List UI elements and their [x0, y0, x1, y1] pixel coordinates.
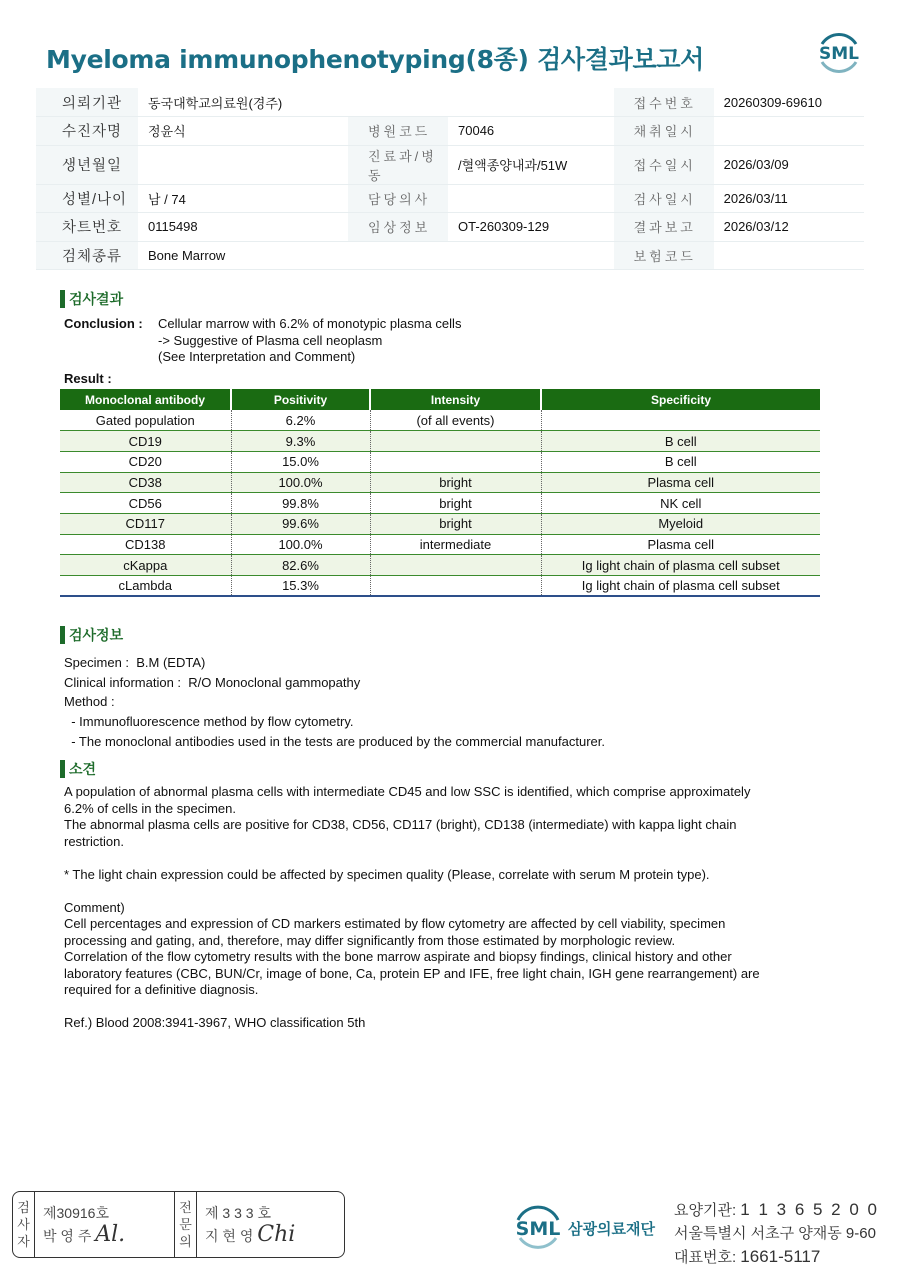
- table-cell: [370, 576, 541, 597]
- info-row: [36, 213, 864, 242]
- report-title: Myeloma immunophenotyping(8종) 검사결과보고서: [46, 45, 705, 74]
- info-label: 결과보고: [614, 213, 714, 242]
- table-cell: (of all events): [370, 410, 541, 431]
- table-cell: 9.3%: [231, 431, 370, 452]
- text-line: [64, 999, 760, 1016]
- info-value: 2026/03/12: [714, 213, 864, 242]
- table-cell: CD20: [60, 451, 231, 472]
- table-cell: Ig light chain of plasma cell subset: [541, 576, 820, 597]
- table-cell: intermediate: [370, 534, 541, 555]
- table-cell: bright: [370, 472, 541, 493]
- info-label: 임상정보: [348, 213, 448, 242]
- info-value: [448, 184, 614, 213]
- table-row: [60, 513, 820, 534]
- info-value: 20260309-69610: [714, 88, 864, 117]
- info-label: 의뢰기관: [36, 88, 138, 117]
- section-heading-test-info: 검사정보: [60, 626, 123, 644]
- signature-box: [12, 1191, 345, 1258]
- conclusion-label: Conclusion :: [64, 316, 143, 331]
- table-cell: Plasma cell: [541, 472, 820, 493]
- column-header: Monoclonal antibody: [60, 389, 231, 410]
- table-row: [60, 451, 820, 472]
- tester-name: 박 영 주: [43, 1228, 92, 1244]
- table-cell: 15.0%: [231, 451, 370, 472]
- table-cell: 15.3%: [231, 576, 370, 597]
- conclusion-line: Cellular marrow with 6.2% of monotypic plasma cells: [158, 316, 462, 331]
- table-row: [60, 431, 820, 452]
- info-label: 접수일시: [614, 145, 714, 184]
- conclusion-line: -> Suggestive of Plasma cell neoplasm: [158, 332, 383, 348]
- text-line: restriction.: [64, 833, 124, 849]
- info-label: 채취일시: [614, 117, 714, 146]
- conclusion-line: (See Interpretation and Comment): [158, 349, 356, 364]
- text-line: Method :: [64, 694, 115, 710]
- info-value: 0115498: [138, 213, 348, 242]
- text-line: * The light chain expression could be affected by specimen quality (Please, correlate with serum M protein type).: [64, 866, 710, 882]
- table-row: [60, 576, 820, 597]
- table-cell: CD138: [60, 534, 231, 555]
- info-value: OT-260309-129: [448, 213, 614, 242]
- info-value: 2026/03/11: [714, 184, 864, 213]
- info-row: [36, 88, 864, 117]
- text-line: The abnormal plasma cells are positive for CD38, CD56, CD117 (bright), CD138 (intermediate) with kappa light chain: [64, 817, 737, 832]
- tester-signature: Al.: [95, 1222, 126, 1247]
- info-label: 병원코드: [348, 117, 448, 146]
- info-label: 검사일시: [614, 184, 714, 213]
- info-label: 검체종류: [36, 241, 138, 270]
- institution-code: 1 1 3 6 5 2 0 0: [740, 1200, 879, 1219]
- table-cell: Myeloid: [541, 513, 820, 534]
- text-line: processing and gating, and, therefore, may differ significantly from those estimated by morphologic review.: [64, 932, 676, 948]
- table-cell: [370, 431, 541, 452]
- footer-info: 요양기관: 1 1 3 6 5 2 0 0 서울특별시 서초구 양재동 9-60 대표번호: 1661-5117: [674, 1200, 879, 1266]
- info-row: [36, 184, 864, 213]
- svg-text:SML: SML: [819, 44, 859, 64]
- info-label: 수진자명: [36, 117, 138, 146]
- info-label: 성별/나이: [36, 184, 138, 213]
- info-value: 70046: [448, 117, 614, 146]
- info-row: [36, 145, 864, 184]
- table-cell: 100.0%: [231, 472, 370, 493]
- info-row: [36, 241, 864, 270]
- table-cell: 82.6%: [231, 555, 370, 576]
- table-cell: cKappa: [60, 555, 231, 576]
- doctor-signature: Chi: [257, 1222, 296, 1247]
- text-line: [64, 850, 760, 867]
- table-row: [60, 493, 820, 514]
- doctor-label: 전문의: [175, 1192, 197, 1257]
- info-value: [138, 145, 348, 184]
- doctor-name: 지 현 영: [205, 1228, 254, 1244]
- test-info-text: [64, 653, 605, 752]
- text-line: Clinical information : R/O Monoclonal gammopathy: [64, 674, 361, 690]
- text-line: required for a definitive diagnosis.: [64, 982, 259, 997]
- doctor-license: 제 3 3 3 호: [205, 1205, 271, 1221]
- svg-text:SML: SML: [515, 1218, 561, 1240]
- info-label: 보험코드: [614, 241, 714, 270]
- org-name: 삼광의료재단: [568, 1220, 655, 1238]
- text-line: - The monoclonal antibodies used in the tests are produced by the commercial manufacturer.: [64, 733, 605, 749]
- table-cell: bright: [370, 513, 541, 534]
- text-line: 6.2% of cells in the specimen.: [64, 800, 236, 816]
- tester-block: [35, 1192, 175, 1257]
- info-row: [36, 117, 864, 146]
- table-row: [60, 410, 820, 431]
- info-value: 2026/03/09: [714, 145, 864, 184]
- info-value: 동국대학교의료원(경주): [138, 88, 614, 117]
- text-line: Ref.) Blood 2008:3941-3967, WHO classification 5th: [64, 1015, 366, 1030]
- table-cell: 100.0%: [231, 534, 370, 555]
- table-cell: 99.6%: [231, 513, 370, 534]
- doctor-block: [197, 1192, 344, 1257]
- column-header: Positivity: [231, 389, 370, 410]
- info-label: 담당의사: [348, 184, 448, 213]
- footer-logo: [510, 1200, 655, 1256]
- column-header: Intensity: [370, 389, 541, 410]
- patient-info-table: [36, 88, 864, 270]
- tester-label: 검사자: [13, 1192, 35, 1257]
- conclusion-text: [158, 316, 461, 366]
- info-label: 접수번호: [614, 88, 714, 117]
- table-cell: CD56: [60, 493, 231, 514]
- table-cell: 6.2%: [231, 410, 370, 431]
- table-row: [60, 472, 820, 493]
- table-cell: [370, 555, 541, 576]
- text-line: Cell percentages and expression of CD markers estimated by flow cytometry are affected by cell viability, specimen: [64, 916, 726, 931]
- text-line: Comment): [64, 899, 125, 915]
- table-cell: NK cell: [541, 493, 820, 514]
- info-value: [714, 117, 864, 146]
- result-label: Result :: [64, 371, 112, 386]
- info-value: Bone Marrow: [138, 241, 614, 270]
- info-value: /혈액종양내과/51W: [448, 145, 614, 184]
- text-line: - Immunofluorescence method by flow cytometry.: [64, 714, 354, 730]
- text-line: Correlation of the flow cytometry results with the bone marrow aspirate and biopsy findings, clinical history and other: [64, 949, 732, 964]
- table-cell: B cell: [541, 451, 820, 472]
- info-label: 진료과/병동: [348, 145, 448, 184]
- table-cell: [370, 451, 541, 472]
- phone: 1661-5117: [740, 1247, 821, 1266]
- table-cell: CD19: [60, 431, 231, 452]
- address: 서울특별시 서초구 양재동 9-60: [674, 1225, 876, 1242]
- findings-text: [64, 784, 760, 1032]
- section-heading-findings: 소견: [60, 760, 96, 778]
- table-cell: CD117: [60, 513, 231, 534]
- table-row: [60, 534, 820, 555]
- table-cell: 99.8%: [231, 493, 370, 514]
- table-cell: Gated population: [60, 410, 231, 431]
- table-cell: cLambda: [60, 576, 231, 597]
- info-label: 생년월일: [36, 145, 138, 184]
- text-line: [64, 883, 760, 900]
- info-value: 남 / 74: [138, 184, 348, 213]
- table-cell: [541, 410, 820, 431]
- text-line: Specimen : B.M (EDTA): [64, 655, 206, 670]
- column-header: Specificity: [541, 389, 820, 410]
- sml-logo: [814, 28, 864, 76]
- table-cell: B cell: [541, 431, 820, 452]
- info-value: 정윤식: [138, 117, 348, 146]
- text-line: laboratory features (CBC, BUN/Cr, image of bone, Ca, protein EP and IFE, free light chain, IGH gene rearrangement) are: [64, 965, 760, 981]
- info-value: [714, 241, 864, 270]
- table-cell: Plasma cell: [541, 534, 820, 555]
- table-row: [60, 555, 820, 576]
- result-table: [60, 389, 820, 597]
- table-cell: bright: [370, 493, 541, 514]
- table-cell: CD38: [60, 472, 231, 493]
- info-label: 차트번호: [36, 213, 138, 242]
- text-line: A population of abnormal plasma cells with intermediate CD45 and low SSC is identified, which comprise approximately: [64, 784, 751, 799]
- table-cell: Ig light chain of plasma cell subset: [541, 555, 820, 576]
- section-heading-results: 검사결과: [60, 290, 123, 308]
- tester-license: 제30916호: [43, 1205, 109, 1221]
